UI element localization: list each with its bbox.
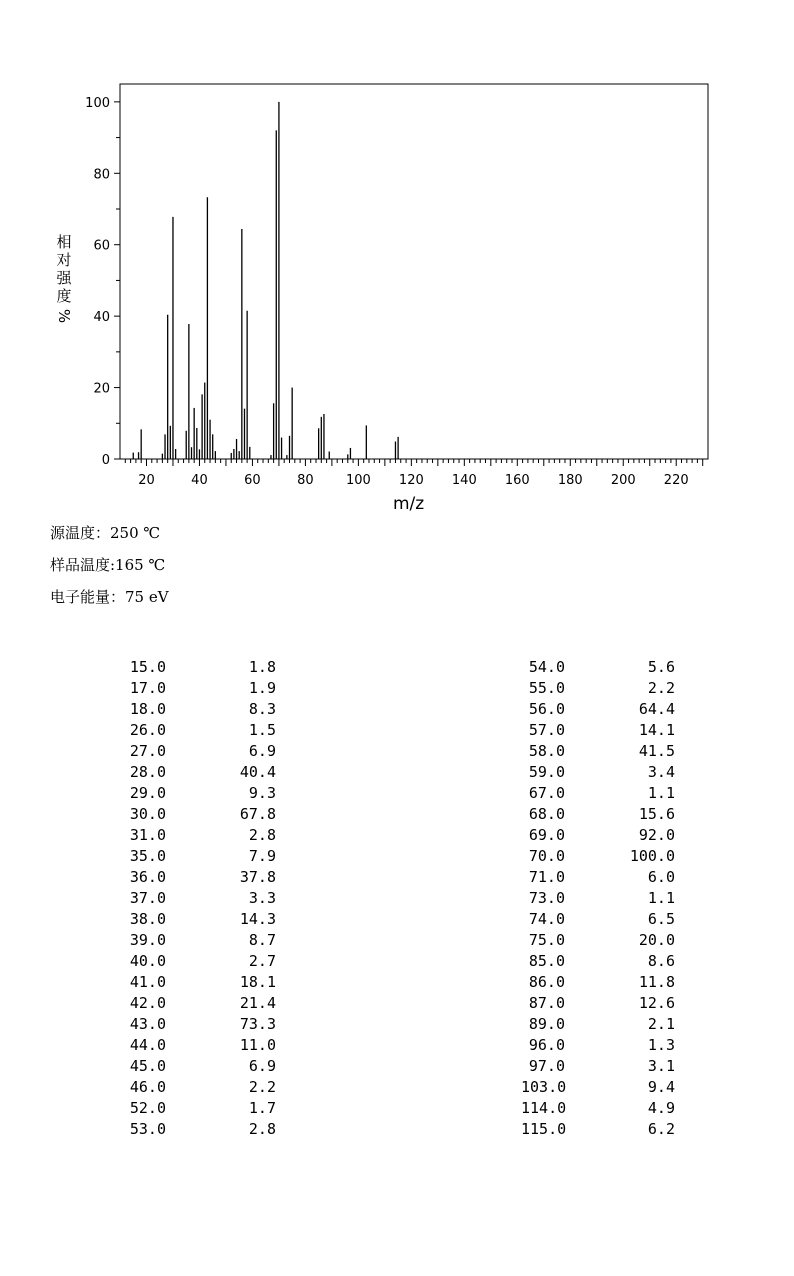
- table-row: [122, 783, 276, 804]
- mz-value: 71.0: [528, 868, 565, 886]
- table-row: [122, 741, 276, 762]
- mz-value: 70.0: [528, 847, 565, 865]
- mz-value: 36.0: [129, 868, 166, 886]
- intensity-value: 41.5: [638, 742, 675, 760]
- y-label-percent: %: [54, 308, 73, 324]
- table-row: [122, 993, 276, 1014]
- x-tick-label: 220: [663, 473, 689, 488]
- intensity-value: 3.1: [647, 1057, 675, 1075]
- mz-value: 53.0: [129, 1120, 166, 1138]
- table-row: [521, 825, 675, 846]
- mz-value: 39.0: [129, 931, 166, 949]
- table-row: [521, 783, 675, 804]
- intensity-value: 11.8: [638, 973, 675, 991]
- table-row: [122, 720, 276, 741]
- table-row: [122, 1035, 276, 1056]
- table-row: [122, 1056, 276, 1077]
- table-row: [122, 930, 276, 951]
- table-row: [521, 1098, 675, 1119]
- intensity-value: 7.9: [248, 847, 276, 865]
- table-row: [521, 972, 675, 993]
- mz-value: 114.0: [521, 1099, 567, 1117]
- mz-value: 74.0: [528, 910, 565, 928]
- mz-value: 40.0: [129, 952, 166, 970]
- mass-spectrum-chart: [0, 0, 794, 520]
- intensity-value: 1.8: [248, 658, 276, 676]
- mz-value: 97.0: [528, 1057, 565, 1075]
- table-row: [122, 867, 276, 888]
- x-tick-label: 80: [297, 473, 314, 488]
- mz-value: 85.0: [528, 952, 565, 970]
- intensity-value: 40.4: [239, 763, 276, 781]
- intensity-value: 3.3: [248, 889, 276, 907]
- table-row: [122, 657, 276, 678]
- intensity-value: 92.0: [638, 826, 675, 844]
- mz-value: 69.0: [528, 826, 565, 844]
- intensity-value: 2.2: [248, 1078, 276, 1096]
- y-tick-label: 60: [93, 238, 110, 254]
- mz-value: 15.0: [129, 658, 166, 676]
- intensity-value: 14.1: [638, 721, 675, 739]
- table-row: [521, 909, 675, 930]
- intensity-value: 73.3: [239, 1015, 276, 1033]
- peak-table-left: [122, 657, 276, 1140]
- x-tick-label: 20: [138, 473, 155, 488]
- intensity-value: 1.9: [248, 679, 276, 697]
- mz-value: 31.0: [129, 826, 166, 844]
- mz-value: 86.0: [528, 973, 565, 991]
- source-temperature: 源温度：250 ℃: [50, 524, 161, 542]
- mz-value: 89.0: [528, 1015, 565, 1033]
- mz-value: 29.0: [129, 784, 166, 802]
- mz-value: 45.0: [129, 1057, 166, 1075]
- table-row: [521, 993, 675, 1014]
- mz-value: 59.0: [528, 763, 565, 781]
- mz-value: 30.0: [129, 805, 166, 823]
- mz-value: 46.0: [129, 1078, 166, 1096]
- mz-value: 57.0: [528, 721, 565, 739]
- table-row: [122, 762, 276, 783]
- mz-value: 37.0: [129, 889, 166, 907]
- mz-value: 55.0: [528, 679, 565, 697]
- table-row: [122, 909, 276, 930]
- table-row: [521, 1077, 675, 1098]
- peak-table-right: [521, 657, 675, 1140]
- intensity-value: 14.3: [239, 910, 276, 928]
- electron-energy: 电子能量：75 eV: [50, 588, 169, 606]
- table-row: [521, 1035, 675, 1056]
- intensity-value: 8.7: [248, 931, 276, 949]
- mz-value: 87.0: [528, 994, 565, 1012]
- table-row: [122, 888, 276, 909]
- mz-value: 58.0: [528, 742, 565, 760]
- table-row: [521, 1119, 675, 1140]
- intensity-value: 5.6: [647, 658, 675, 676]
- intensity-value: 100.0: [629, 847, 675, 865]
- mz-value: 17.0: [129, 679, 166, 697]
- y-axis-label: [52, 233, 76, 325]
- table-row: [122, 825, 276, 846]
- table-row: [521, 741, 675, 762]
- mz-value: 103.0: [521, 1078, 567, 1096]
- intensity-value: 6.9: [248, 1057, 276, 1075]
- intensity-value: 37.8: [239, 868, 276, 886]
- y-tick-label: 40: [93, 310, 110, 326]
- intensity-value: 67.8: [239, 805, 276, 823]
- intensity-value: 11.0: [239, 1036, 276, 1054]
- mz-value: 68.0: [528, 805, 565, 823]
- mz-value: 27.0: [129, 742, 166, 760]
- table-row: [122, 1098, 276, 1119]
- mz-value: 75.0: [528, 931, 565, 949]
- table-row: [521, 951, 675, 972]
- intensity-value: 1.1: [647, 889, 675, 907]
- table-row: [521, 678, 675, 699]
- mz-value: 54.0: [528, 658, 565, 676]
- intensity-value: 1.7: [248, 1099, 276, 1117]
- intensity-value: 64.4: [638, 700, 675, 718]
- intensity-value: 4.9: [647, 1099, 675, 1117]
- intensity-value: 1.3: [647, 1036, 675, 1054]
- mz-value: 67.0: [528, 784, 565, 802]
- x-tick-label: 60: [244, 473, 261, 488]
- intensity-value: 1.1: [647, 784, 675, 802]
- intensity-value: 20.0: [638, 931, 675, 949]
- x-tick-label: 100: [345, 473, 371, 488]
- x-axis-ticks: [125, 459, 702, 488]
- x-tick-label: 160: [504, 473, 530, 488]
- x-tick-label: 200: [610, 473, 636, 488]
- sample-temperature: 样品温度:165 ℃: [50, 556, 166, 574]
- intensity-value: 2.8: [248, 1120, 276, 1138]
- mz-value: 44.0: [129, 1036, 166, 1054]
- table-row: [122, 1119, 276, 1140]
- intensity-value: 2.8: [248, 826, 276, 844]
- mz-value: 42.0: [129, 994, 166, 1012]
- intensity-value: 2.1: [647, 1015, 675, 1033]
- y-tick-label: 80: [93, 167, 110, 183]
- table-row: [122, 972, 276, 993]
- intensity-value: 15.6: [638, 805, 675, 823]
- table-row: [122, 846, 276, 867]
- intensity-value: 21.4: [239, 994, 276, 1012]
- table-row: [521, 762, 675, 783]
- y-label-char: 相: [56, 233, 72, 251]
- y-tick-label: 0: [101, 453, 110, 468]
- table-row: [521, 720, 675, 741]
- mz-value: 96.0: [528, 1036, 565, 1054]
- y-tick-label: 100: [85, 95, 110, 111]
- y-axis-ticks: [85, 96, 120, 468]
- y-label-char: 强: [56, 269, 72, 287]
- mz-value: 41.0: [129, 973, 166, 991]
- mz-value: 35.0: [129, 847, 166, 865]
- table-row: [122, 804, 276, 825]
- intensity-value: 6.0: [647, 868, 675, 886]
- x-tick-label: 120: [398, 473, 424, 488]
- table-row: [122, 951, 276, 972]
- mz-value: 26.0: [129, 721, 166, 739]
- table-row: [122, 1077, 276, 1098]
- table-row: [521, 804, 675, 825]
- intensity-value: 18.1: [239, 973, 276, 991]
- table-row: [521, 930, 675, 951]
- intensity-value: 8.6: [647, 952, 675, 970]
- intensity-value: 2.2: [647, 679, 675, 697]
- mz-value: 115.0: [521, 1120, 567, 1138]
- intensity-value: 9.3: [248, 784, 276, 802]
- table-row: [122, 678, 276, 699]
- table-row: [521, 699, 675, 720]
- intensity-value: 6.2: [647, 1120, 675, 1138]
- y-label-char: 度: [56, 287, 72, 305]
- mz-value: 52.0: [129, 1099, 166, 1117]
- intensity-value: 6.9: [248, 742, 276, 760]
- y-label-char: 对: [56, 251, 72, 269]
- peak-bars: [133, 102, 398, 459]
- x-axis-label: m/z: [393, 494, 425, 514]
- intensity-value: 2.7: [248, 952, 276, 970]
- intensity-value: 9.4: [647, 1078, 675, 1096]
- table-row: [521, 1056, 675, 1077]
- x-tick-label: 180: [557, 473, 583, 488]
- table-row: [521, 657, 675, 678]
- table-row: [521, 888, 675, 909]
- mz-value: 18.0: [129, 700, 166, 718]
- intensity-value: 1.5: [248, 721, 276, 739]
- x-tick-label: 40: [191, 473, 208, 488]
- mz-value: 73.0: [528, 889, 565, 907]
- intensity-value: 12.6: [638, 994, 675, 1012]
- table-row: [521, 867, 675, 888]
- table-row: [122, 699, 276, 720]
- mz-value: 28.0: [129, 763, 166, 781]
- x-tick-label: 140: [451, 473, 477, 488]
- y-tick-label: 20: [93, 381, 110, 397]
- intensity-value: 6.5: [647, 910, 675, 928]
- intensity-value: 8.3: [248, 700, 276, 718]
- table-row: [122, 1014, 276, 1035]
- intensity-value: 3.4: [647, 763, 675, 781]
- mz-value: 43.0: [129, 1015, 166, 1033]
- mz-value: 56.0: [528, 700, 565, 718]
- plot-frame: [120, 84, 708, 459]
- mz-value: 38.0: [129, 910, 166, 928]
- table-row: [521, 846, 675, 867]
- table-row: [521, 1014, 675, 1035]
